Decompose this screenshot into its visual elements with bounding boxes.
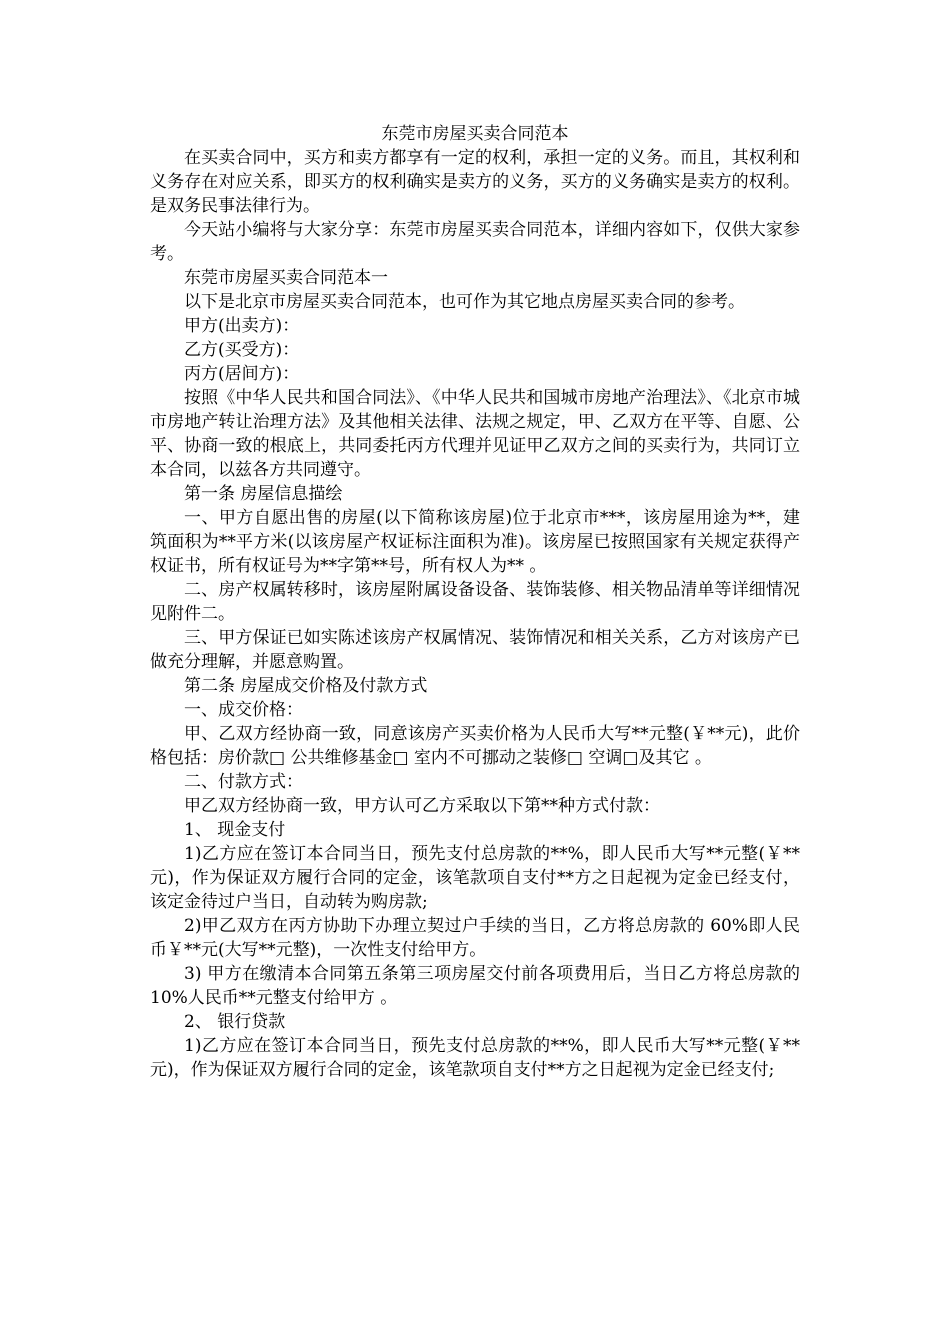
paragraph: 甲、乙双方经协商一致，同意该房产买卖价格为人民币大写**元整(￥**元)，此价格包括：房价款□ 公共维修基金□ 室内不可挪动之装修□ 空调□及其它 。: [150, 724, 800, 768]
paragraph: 一、甲方自愿出售的房屋(以下简称该房屋)位于北京市***，该房屋用途为**，建筑面积为**平方米(以该房屋产权证标注面积为准)。该房屋已按照国家有关规定获得产权证书，所有权证号为**字第**号，所有权人为** 。: [150, 508, 800, 576]
list-item: 2)甲乙双方在丙方协助下办理立契过户手续的当日，乙方将总房款的 60%即人民币￥**元(大写**元整)，一次性支付给甲方。: [150, 916, 800, 960]
paragraph: 二、房产权属转移时，该房屋附属设备设备、装饰装修、相关物品清单等详细情况见附件二。: [150, 580, 800, 624]
document-page: [150, 122, 800, 1082]
list-heading: 1、 现金支付: [184, 820, 286, 840]
paragraph: 今天站小编将与大家分享：东莞市房屋买卖合同范本，详细内容如下，仅供大家参考。: [150, 220, 800, 264]
subsection-heading: 一、成交价格：: [184, 700, 303, 720]
paragraph: 以下是北京市房屋买卖合同范本，也可作为其它地点房屋买卖合同的参考。: [184, 292, 745, 312]
party-b-line: 乙方(买受方)：: [184, 340, 300, 360]
paragraph: 三、甲方保证已如实陈述该房产权属情况、装饰情况和相关关系，乙方对该房产已做充分理解，并愿意购置。: [150, 628, 800, 672]
paragraph: 甲乙双方经协商一致，甲方认可乙方采取以下第**种方式付款：: [184, 796, 660, 816]
party-a-line: 甲方(出卖方)：: [184, 316, 300, 336]
list-item: 1)乙方应在签订本合同当日，预先支付总房款的**%，即人民币大写**元整(￥**元)，作为保证双方履行合同的定金，该笔款项自支付**方之日起视为定金已经支付;: [150, 1036, 800, 1080]
document-title: 东莞市房屋买卖合同范本: [381, 124, 569, 144]
article-heading: 第二条 房屋成交价格及付款方式: [184, 676, 428, 696]
list-item: 1)乙方应在签订本合同当日，预先支付总房款的**%，即人民币大写**元整(￥**元)，作为保证双方履行合同的定金，该笔款项自支付**方之日起视为定金已经支付，该定金待过户当日，自动转为购房款;: [150, 844, 800, 912]
paragraph: 按照《中华人民共和国合同法》、《中华人民共和国城市房地产治理法》、《北京市城市房地产转让治理方法》及其他相关法律、法规之规定，甲、乙双方在平等、自愿、公平、协商一致的根底上，共同委托丙方代理并见证甲乙双方之间的买卖行为，共同订立本合同，以兹各方共同遵守。: [150, 388, 800, 480]
article-heading: 第一条 房屋信息描绘: [184, 484, 343, 504]
list-item: 3) 甲方在缴清本合同第五条第三项房屋交付前各项费用后，当日乙方将总房款的 10%人民币**元整支付给甲方 。: [150, 964, 800, 1008]
list-heading: 2、 银行贷款: [184, 1012, 286, 1032]
paragraph: 在买卖合同中，买方和卖方都享有一定的权利，承担一定的义务。而且，其权利和义务存在对应关系，即买方的权利确实是卖方的义务，买方的义务确实是卖方的权利。是双务民事法律行为。: [150, 148, 800, 216]
subsection-heading: 二、付款方式：: [184, 772, 303, 792]
party-c-line: 丙方(居间方)：: [184, 364, 300, 384]
section-heading: 东莞市房屋买卖合同范本一: [184, 268, 388, 288]
